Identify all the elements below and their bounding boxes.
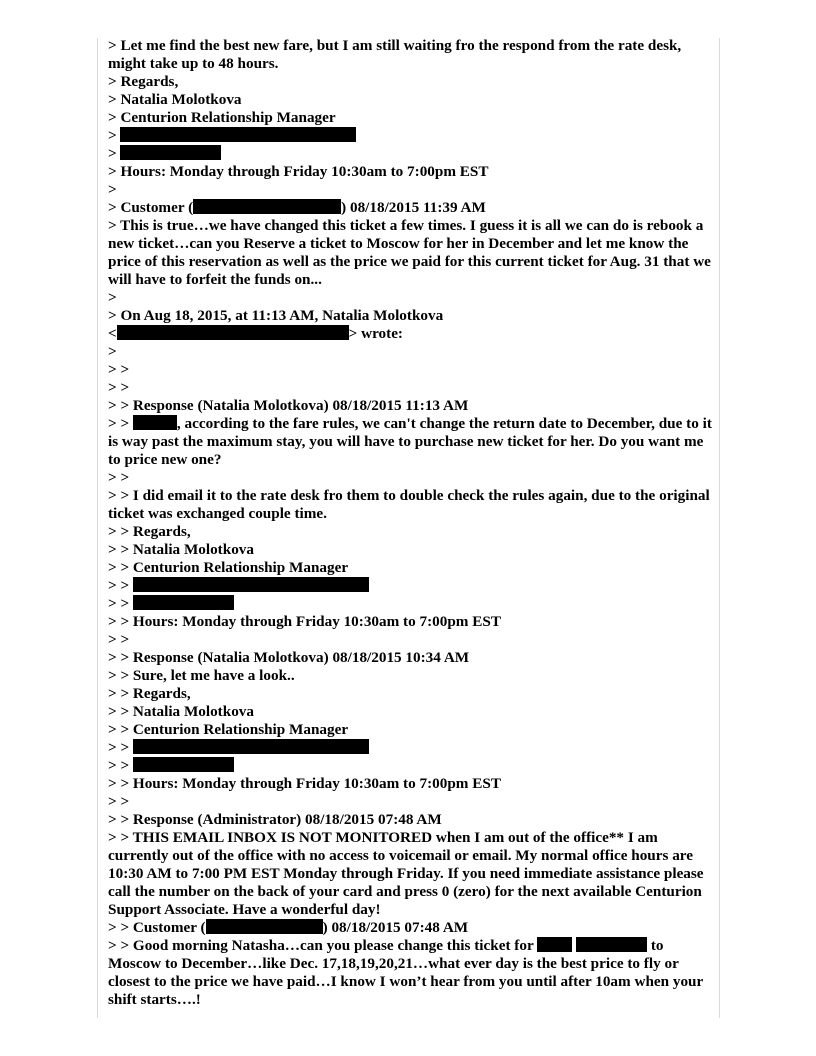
email-address-line: < > wrote: [108, 325, 403, 342]
message-paragraph: > > THIS EMAIL INBOX IS NOT MONITORED when I am out of the office** I am currently out of the office with no access to voicemail or email. My normal office hours are 10:30 AM to 7:00 PM EST Monday through Friday. If you need immediate assistance please call the number on the back of your card and press 0 (zero) for the next available Centurion Support Associate. Have a wonderful day! [108, 829, 704, 918]
customer-header: > Customer ( ) 08/18/2015 11:39 AM [108, 199, 486, 216]
redaction-block [120, 127, 356, 142]
redacted-line: > [108, 127, 713, 145]
redacted-line: > > [108, 739, 713, 757]
signature-name: > > Natalia Molotkova [108, 541, 254, 558]
quote-line: > [108, 343, 117, 360]
redacted-line: > > [108, 577, 713, 595]
quote-line: > [108, 289, 117, 306]
signature-title: > > Centurion Relationship Manager [108, 721, 349, 738]
email-body [108, 37, 713, 1009]
quote-line: > > [108, 793, 130, 810]
message-line: > Let me find the best new fare, but I am still waiting fro the respond from the rate desk, might take up to 48 hours. [108, 37, 682, 72]
quote-line: > > [108, 379, 130, 396]
redaction-block [576, 937, 647, 952]
redaction-block [133, 595, 234, 610]
response-header: > > Response (Natalia Molotkova) 08/18/2015 11:13 AM [108, 397, 469, 414]
redaction-block [133, 739, 369, 754]
quote-line: > [108, 181, 117, 198]
response-header: > > Response (Natalia Molotkova) 08/18/2015 10:34 AM [108, 649, 470, 666]
redacted-line: > [108, 145, 713, 163]
redaction-block [206, 919, 323, 934]
quote-line: > > [108, 469, 130, 486]
message-line: > > Sure, let me have a look.. [108, 667, 295, 684]
redaction-block [117, 325, 349, 340]
message-line: > Regards, [108, 73, 179, 90]
message-paragraph: > > Good morning Natasha…can you please change this ticket for to Moscow to December…like Dec. 17,18,19,20,21…what ever day is the best price to fly or closest to the price we have paid…I know I won’t hear from you until after 10am when your shift starts….! [108, 937, 703, 1008]
signature-title: > > Centurion Relationship Manager [108, 559, 349, 576]
redacted-line: > > [108, 757, 713, 775]
message-paragraph: > This is true…we have changed this ticket a few times. I guess it is all we can do is rebook a new ticket…can you Reserve a ticket to Moscow for her in December and let me know the price of this reservation as well as the price we paid for this current ticket for Aug. 31 that we will have to forfeit the funds on... [108, 217, 711, 288]
signature-name: > Natalia Molotkova [108, 91, 242, 108]
redaction-block [133, 757, 234, 772]
redaction-block [120, 145, 221, 160]
message-paragraph: > > , according to the fare rules, we can't change the return date to December, due to it is way past the maximum stay, you will have to purchase new ticket for her. Do you want me to price new one? [108, 415, 712, 468]
message-line: > > Regards, [108, 685, 191, 702]
signature-name: > > Natalia Molotkova [108, 703, 254, 720]
redaction-block [133, 577, 369, 592]
redaction-block [193, 199, 341, 214]
quote-line: > > [108, 361, 130, 378]
redaction-block [133, 415, 177, 430]
message-line: > > Regards, [108, 523, 191, 540]
hours-line: > Hours: Monday through Friday 10:30am to 7:00pm EST [108, 163, 489, 180]
response-header: > > Response (Administrator) 08/18/2015 07:48 AM [108, 811, 442, 828]
hours-line: > > Hours: Monday through Friday 10:30am to 7:00pm EST [108, 613, 501, 630]
hours-line: > > Hours: Monday through Friday 10:30am to 7:00pm EST [108, 775, 501, 792]
quote-line: > > [108, 631, 130, 648]
customer-header: > > Customer ( ) 08/18/2015 07:48 AM [108, 919, 469, 936]
message-paragraph: > > I did email it to the rate desk fro them to double check the rules again, due to the original ticket was exchanged couple time. [108, 487, 710, 522]
redaction-block [537, 937, 572, 952]
reply-header: > On Aug 18, 2015, at 11:13 AM, Natalia Molotkova [108, 307, 444, 324]
redacted-line: > > [108, 595, 713, 613]
signature-title: > Centurion Relationship Manager [108, 109, 336, 126]
